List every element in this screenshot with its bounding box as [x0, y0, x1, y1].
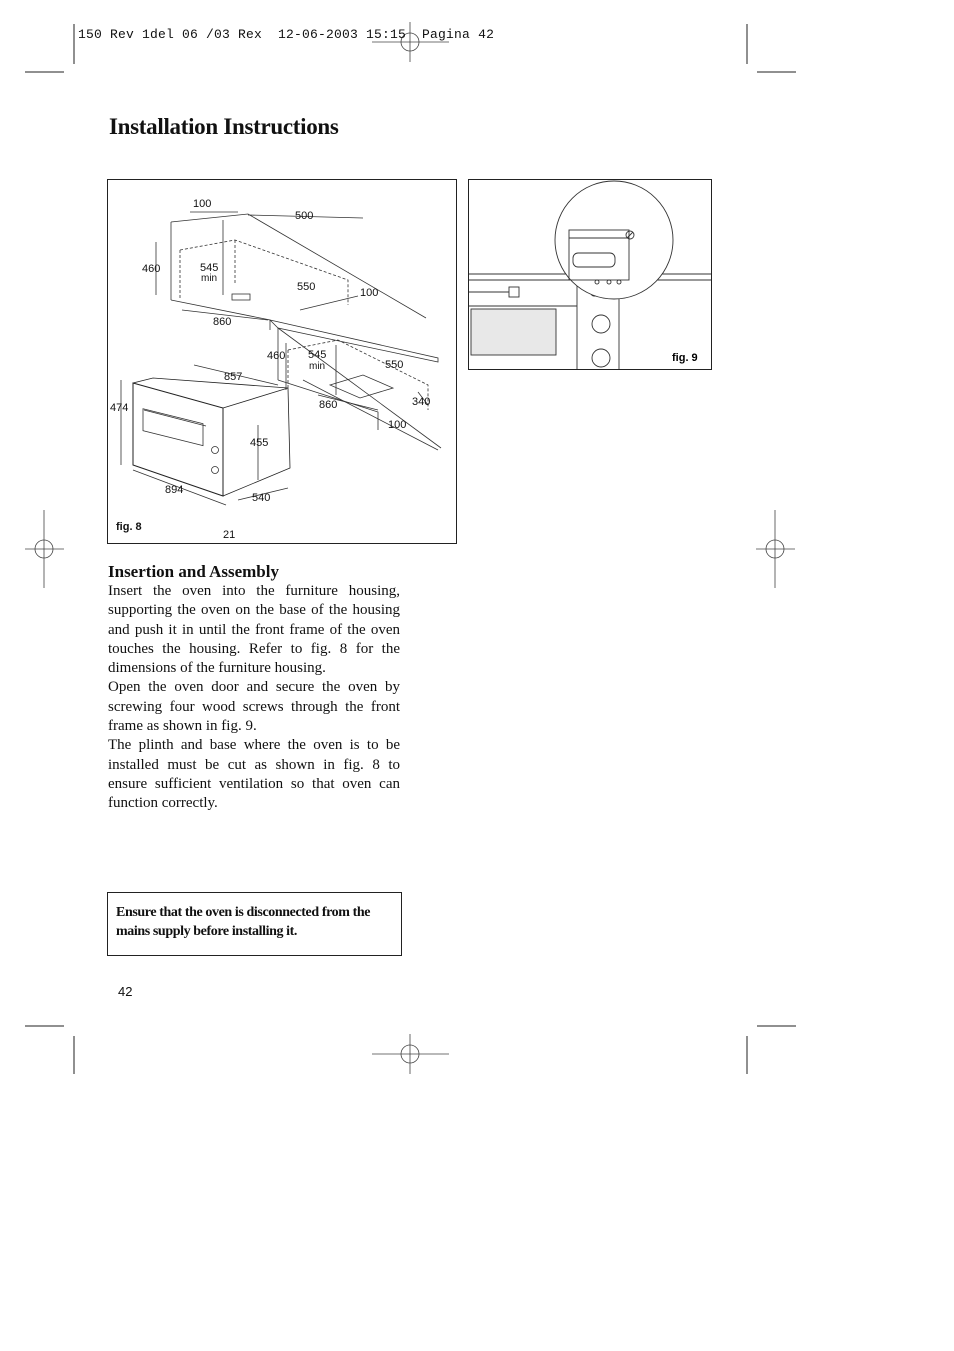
figure-9-diagram — [469, 180, 712, 370]
dim-455: 455 — [250, 437, 269, 449]
dim-550-upper: 550 — [297, 281, 316, 293]
warning-box — [107, 892, 402, 956]
dim-474: 474 — [110, 402, 129, 414]
body-text — [108, 582, 400, 814]
dim-500: 500 — [295, 210, 314, 222]
page-title: Installation Instructions — [109, 114, 339, 139]
dim-min-lower: min — [309, 361, 326, 372]
dim-460-lower: 460 — [267, 350, 286, 362]
dim-460-upper: 460 — [142, 263, 161, 275]
registration-mark-right — [756, 510, 795, 588]
figure-9 — [468, 179, 712, 370]
dim-545-lower: 545 — [308, 349, 327, 361]
figure-8-label: fig. 8 — [116, 521, 142, 533]
paragraph-insert: Insert the oven into the furniture housing, supporting the oven on the base of the housing and push it in until the front frame of the oven touches the housing. Refer to fig. 8 for the dimensions of the furniture housing. — [108, 583, 400, 677]
section-heading: Insertion and Assembly — [108, 562, 279, 581]
registration-mark-bottom — [372, 1034, 449, 1074]
dim-860-upper: 860 — [213, 316, 232, 328]
print-slug-line: 150 Rev 1del 06 /03 Rex 12-06-2003 15:15 Pagina 42 — [78, 27, 495, 42]
dim-545-upper: 545 — [200, 262, 219, 274]
dim-340: 340 — [412, 396, 431, 408]
page-number: 42 — [118, 984, 133, 999]
dim-100-right: 100 — [360, 287, 379, 299]
dim-894: 894 — [165, 484, 184, 496]
dim-21: 21 — [223, 529, 236, 541]
dim-550-lower: 550 — [385, 359, 404, 371]
dim-min-upper: min — [201, 273, 218, 284]
figure-9-label: fig. 9 — [672, 352, 698, 364]
figure-8-diagram — [108, 180, 458, 545]
dim-540: 540 — [252, 492, 271, 504]
figure-8 — [107, 179, 457, 544]
warning-text: Ensure that the oven is disconnected from the mains supply before installing it. — [116, 905, 371, 939]
paragraph-secure: Open the oven door and secure the oven by screwing four wood screws through the front frame as shown in fig. 9. — [108, 679, 400, 735]
dim-860-lower: 860 — [319, 399, 338, 411]
dim-100-top: 100 — [193, 198, 212, 210]
dim-857: 857 — [224, 371, 243, 383]
paragraph-ventilation: The plinth and base where the oven is to be installed must be cut as shown in fig. 8 to ensure sufficient ventilation so that oven can function correctly. — [108, 737, 400, 812]
registration-mark-left — [25, 510, 64, 588]
dim-100-lower: 100 — [388, 419, 407, 431]
